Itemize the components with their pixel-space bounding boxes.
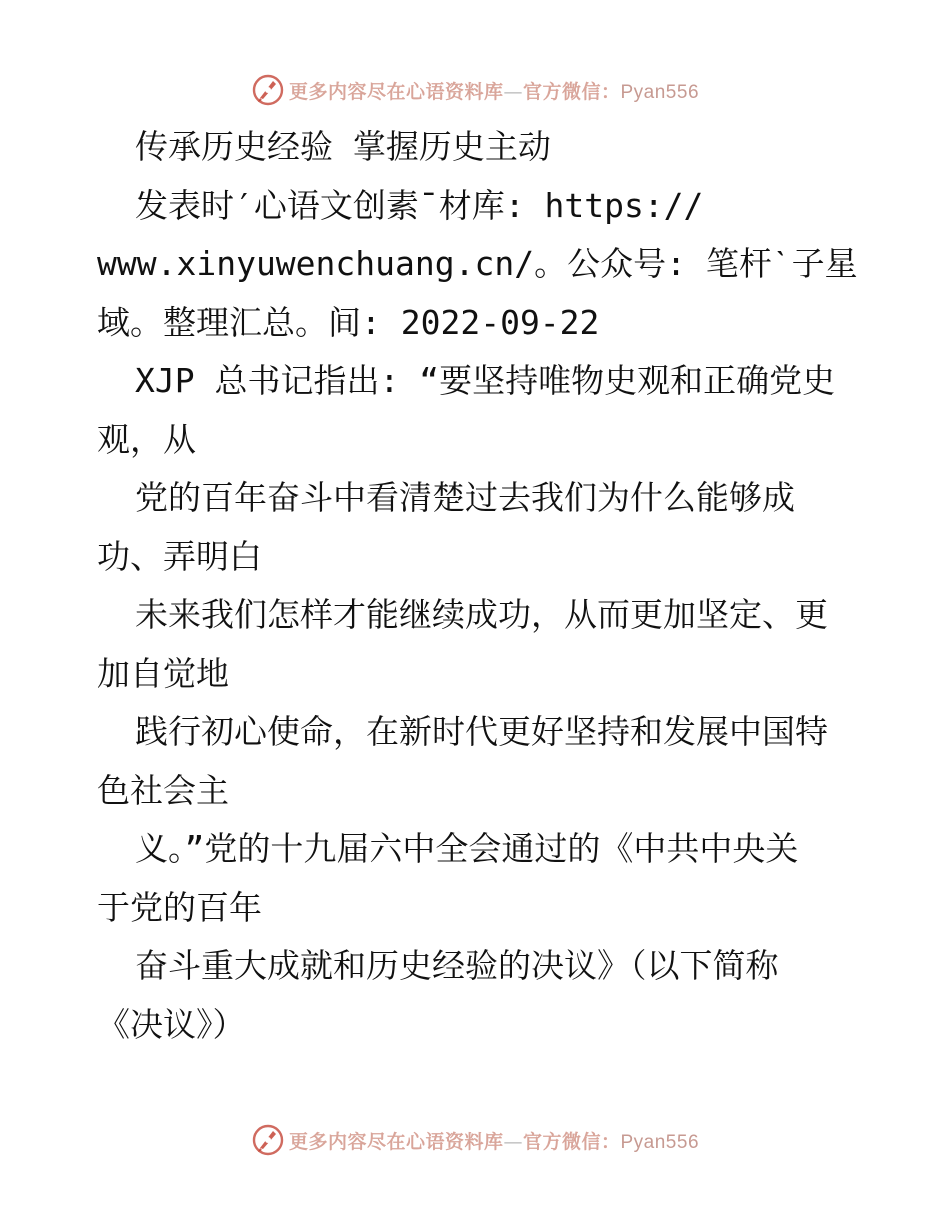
document-line: 践行初心使命，在新时代更好坚持和发展中国特 — [135, 712, 828, 751]
document-line: 《决议》） — [97, 1004, 246, 1044]
document-line: 功、弄明白 — [97, 536, 262, 576]
watermark-wechat-id: Pyan556 — [620, 81, 700, 103]
document-line: 传承历史经验 掌握历史主动 — [135, 127, 551, 166]
watermark-brand: 更多内容尽在心语资料库 — [288, 1130, 504, 1153]
watermark-text — [289, 77, 699, 104]
watermark-separator: — — [503, 1130, 523, 1153]
document-line: 色社会主 — [97, 770, 229, 810]
header-watermark — [0, 70, 950, 110]
watermark-group — [251, 73, 699, 107]
quill-pen-logo-icon — [251, 1123, 285, 1157]
document-line: XJP 总书记指出: “要坚持唯物史观和正确党史 — [135, 361, 836, 400]
document-line: 发表时′心语文创素¯材库: https:// — [135, 185, 704, 225]
document-line: 未来我们怎样才能继续成功，从而更加坚定、更 — [135, 595, 828, 634]
footer-watermark — [0, 1120, 950, 1160]
quill-pen-logo-icon — [251, 73, 285, 107]
document-line: 义。”党的十九届六中全会通过的《中共中央关 — [135, 829, 799, 868]
document-body — [97, 118, 897, 1054]
watermark-brand: 更多内容尽在心语资料库 — [288, 80, 504, 103]
watermark-group — [251, 1123, 699, 1157]
document-line: 域。整理汇总。间: 2022-09-22 — [97, 302, 600, 342]
document-line: www.xinyuwenchuang.cn/。公众号: 笔杆ˋ子星 — [97, 244, 858, 283]
document-line: 加自觉地 — [97, 653, 229, 693]
watermark-text — [289, 1127, 699, 1154]
watermark-official-label: 官方微信： — [522, 80, 621, 103]
watermark-wechat-id: Pyan556 — [620, 1131, 700, 1153]
document-line: 党的百年奋斗中看清楚过去我们为什么能够成 — [135, 478, 795, 517]
document-line: 观，从 — [97, 419, 196, 459]
document-line: 奋斗重大成就和历史经验的决议》（以下简称 — [135, 946, 779, 985]
document-line: 于党的百年 — [97, 887, 262, 927]
watermark-separator: — — [503, 80, 523, 103]
watermark-official-label: 官方微信： — [522, 1130, 621, 1153]
